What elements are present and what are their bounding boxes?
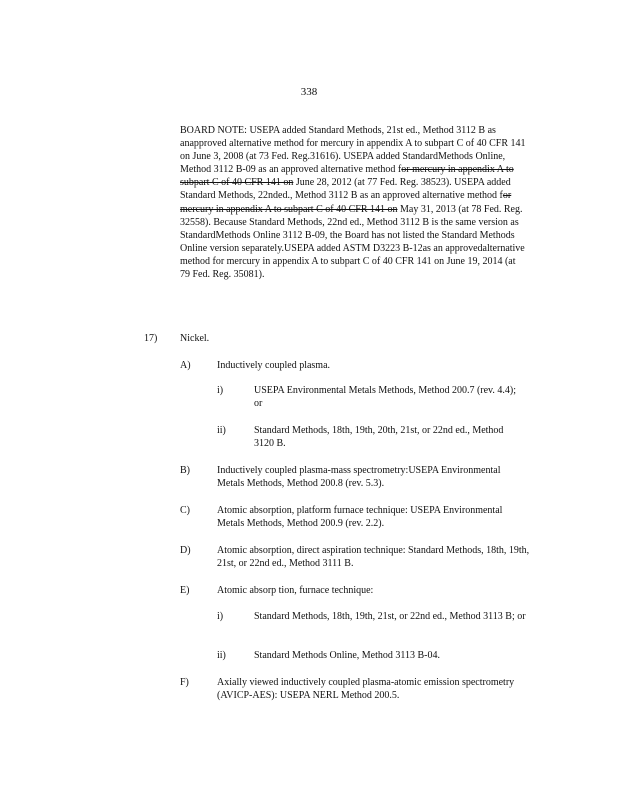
board-note <box>180 124 528 281</box>
board-note-deleted-text: or mercury in appendix A to subpart C of 40 CFR 141 on <box>180 190 512 215</box>
item-label: ii) <box>217 650 226 661</box>
board-note-text: BOARD NOTE: USEPA added Standard Methods, 21st ed., Method 3112 B as anapproved alternative method for mercury in appendix A to subpart C of 40 CFR 141 on June 3, 2008 (at 73 Fed. Reg.31616). USEPA added StandardMethods Online, Method 3112 B-09 as an approved alternative method f <box>180 125 526 176</box>
item-text: Standard Methods, 18th, 19th, 20th, 21st, or 22nd ed., Method 3120 B. <box>254 425 504 450</box>
item-text: Standard Methods Online, Method 3113 B-04. <box>254 650 441 661</box>
item-label: i) <box>217 611 224 622</box>
board-note-text: June 28, 2012 (at 77 Fed. Reg. 38523). USEPA added Standard Methods, 22nded., Method 3112 B as an approved alternative method f <box>180 177 511 202</box>
item-text: Atomic absorption, direct aspiration technique: Standard Methods, 18th, 19th, 21st, or 22nd ed., Method 3111 B. <box>217 545 530 570</box>
item-label: C) <box>180 505 190 516</box>
item-text: Inductively coupled plasma. <box>217 360 331 371</box>
item-text: Standard Methods, 18th, 19th, 21st, or 22nd ed., Method 3113 B; or <box>254 611 526 622</box>
item-text: Inductively coupled plasma-mass spectrometry:USEPA Environmental Metals Methods, Method 200.8 (rev. 5.3). <box>217 465 501 490</box>
item-text: Atomic absorption, platform furnace technique: USEPA Environmental Metals Methods, Method 200.9 (rev. 2.2). <box>217 505 503 530</box>
page-number: 338 <box>300 86 318 98</box>
item-label: i) <box>217 385 224 396</box>
item-label: D) <box>180 545 191 556</box>
section-title: Nickel. <box>180 333 210 344</box>
item-label: F) <box>180 677 189 688</box>
item-text: Atomic absorp tion, furnace technique: <box>217 585 374 596</box>
board-note-deleted-text: or mercury in appendix A to subpart C of 40 CFR 141 on <box>180 164 514 189</box>
section-label: 17) <box>144 333 158 344</box>
board-note-text: May 31, 2013 (at 78 Fed. Reg. 32558). Because Standard Methods, 22nd ed., Method 3112 B is the same version as StandardMethods Online 3112 B-09, the Board has not listed the Standard Methods Online version separately.USEPA added ASTM D3223 B-12as an approvedalternative method for mercury in appendix A to subpart C of 40 CFR 141 on June 19, 2014 (at 79 Fed. Reg. 35081). <box>180 203 525 281</box>
item-text: USEPA Environmental Metals Methods, Method 200.7 (rev. 4.4); or <box>254 385 517 410</box>
item-label: ii) <box>217 425 226 436</box>
item-label: B) <box>180 465 190 476</box>
item-label: A) <box>180 360 191 371</box>
item-label: E) <box>180 585 190 596</box>
item-text: Axially viewed inductively coupled plasma-atomic emission spectrometry (AVICP-AES): USEPA NERL Method 200.5. <box>217 677 515 702</box>
